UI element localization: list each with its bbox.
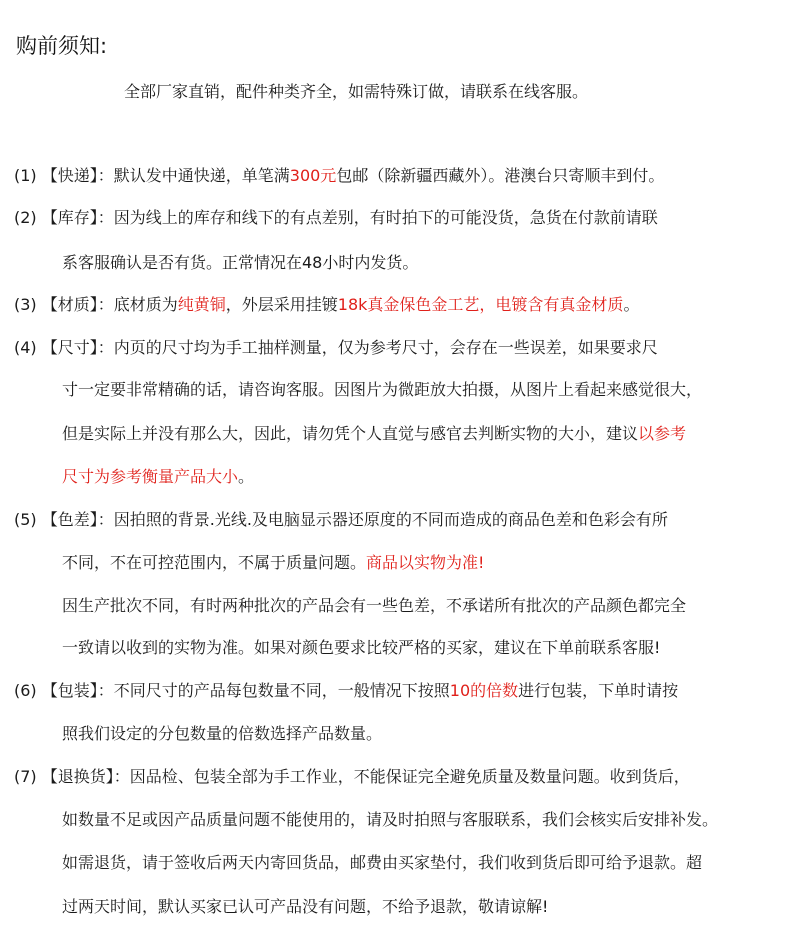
notice-line bbox=[62, 424, 686, 444]
notice-line bbox=[14, 166, 664, 186]
notice-text: 一致请以收到的实物为准。如果对颜色要求比较严格的买家，建议在下单前联系客服! bbox=[62, 638, 661, 657]
notice-line bbox=[62, 897, 548, 917]
notice-text: 如需退货，请于签收后两天内寄回货品，邮费由买家垫付，我们收到货后即可给予退款。超 bbox=[62, 853, 703, 872]
notice-line bbox=[62, 810, 718, 830]
highlight-text: 18k真金保色金工艺，电镀含有真金材质 bbox=[337, 295, 624, 314]
notice-line bbox=[14, 208, 658, 228]
notice-line bbox=[62, 467, 254, 487]
notice-text: 包邮（除新疆西藏外）。港澳台只寄顺丰到付。 bbox=[336, 166, 665, 185]
highlight-text: 以参考 bbox=[638, 424, 687, 443]
notice-text: (1) 【快递】：默认发中通快递，单笔满 bbox=[14, 166, 290, 185]
intro-text: 全部厂家直销，配件种类齐全，如需特殊订做，请联系在线客服。 bbox=[124, 82, 589, 101]
notice-text: 系客服确认是否有货。正常情况在48小时内发货。 bbox=[62, 253, 419, 272]
notice-line bbox=[62, 596, 686, 616]
notice-text: 寸一定要非常精确的话，请咨询客服。因图片为微距放大拍摄，从图片上看起来感觉很大， bbox=[62, 380, 703, 399]
highlight-text: 纯黄铜 bbox=[177, 295, 226, 314]
notice-line bbox=[14, 510, 668, 530]
notice-line bbox=[14, 681, 678, 701]
notice-text: 不同，不在可控范围内，不属于质量问题。 bbox=[62, 553, 367, 572]
notice-text: (6) 【包装】：不同尺寸的产品每包数量不同，一般情况下按照 bbox=[14, 681, 450, 700]
notice-line bbox=[62, 638, 660, 658]
notice-line bbox=[14, 767, 690, 787]
notice-text: (2) 【库存】：因为线上的库存和线下的有点差别，有时拍下的可能没货，急货在付款前请联 bbox=[14, 208, 658, 227]
notice-text: 进行包装，下单时请按 bbox=[518, 681, 679, 700]
notice-line bbox=[62, 253, 418, 273]
notice-line bbox=[62, 553, 484, 573]
highlight-text: 300元 bbox=[289, 166, 337, 185]
highlight-text: 10的倍数 bbox=[449, 681, 519, 700]
notice-line bbox=[14, 338, 658, 358]
notice-line bbox=[62, 724, 382, 744]
notice-line bbox=[14, 295, 639, 315]
notice-text: 过两天时间，默认买家已认可产品没有问题，不给予退款，敬请谅解! bbox=[62, 897, 549, 916]
notice-line bbox=[62, 853, 702, 873]
notice-text: ，外层采用挂镀 bbox=[225, 295, 338, 314]
notice-text: (7) 【退换货】：因品检、包装全部为手工作业，不能保证完全避免质量及数量问题。收到货后， bbox=[14, 767, 690, 786]
notice-text: 照我们设定的分包数量的倍数选择产品数量。 bbox=[62, 724, 383, 743]
notice-text: (4) 【尺寸】：内页的尺寸均为手工抽样测量，仅为参考尺寸，会存在一些误差，如果要求尺 bbox=[14, 338, 658, 357]
notice-text: 如数量不足或因产品质量问题不能使用的，请及时拍照与客服联系，我们会核实后安排补发。 bbox=[62, 810, 719, 829]
notice-text: 但是实际上并没有那么大，因此，请勿凭个人直觉与感官去判断实物的大小，建议 bbox=[62, 424, 639, 443]
highlight-text: 尺寸为参考衡量产品大小 bbox=[62, 467, 239, 486]
notice-line bbox=[62, 380, 702, 400]
notice-text: (3) 【材质】：底材质为 bbox=[14, 295, 178, 314]
page-title: 购前须知: bbox=[16, 34, 108, 58]
notice-text: 。 bbox=[238, 467, 255, 486]
notice-text: 因生产批次不同，有时两种批次的产品会有一些色差，不承诺所有批次的产品颜色都完全 bbox=[62, 596, 687, 615]
highlight-text: 商品以实物为准! bbox=[366, 553, 485, 572]
notice-text: 。 bbox=[623, 295, 640, 314]
notice-text: (5) 【色差】：因拍照的背景.光线.及电脑显示器还原度的不同而造成的商品色差和色彩会有所 bbox=[14, 510, 668, 529]
